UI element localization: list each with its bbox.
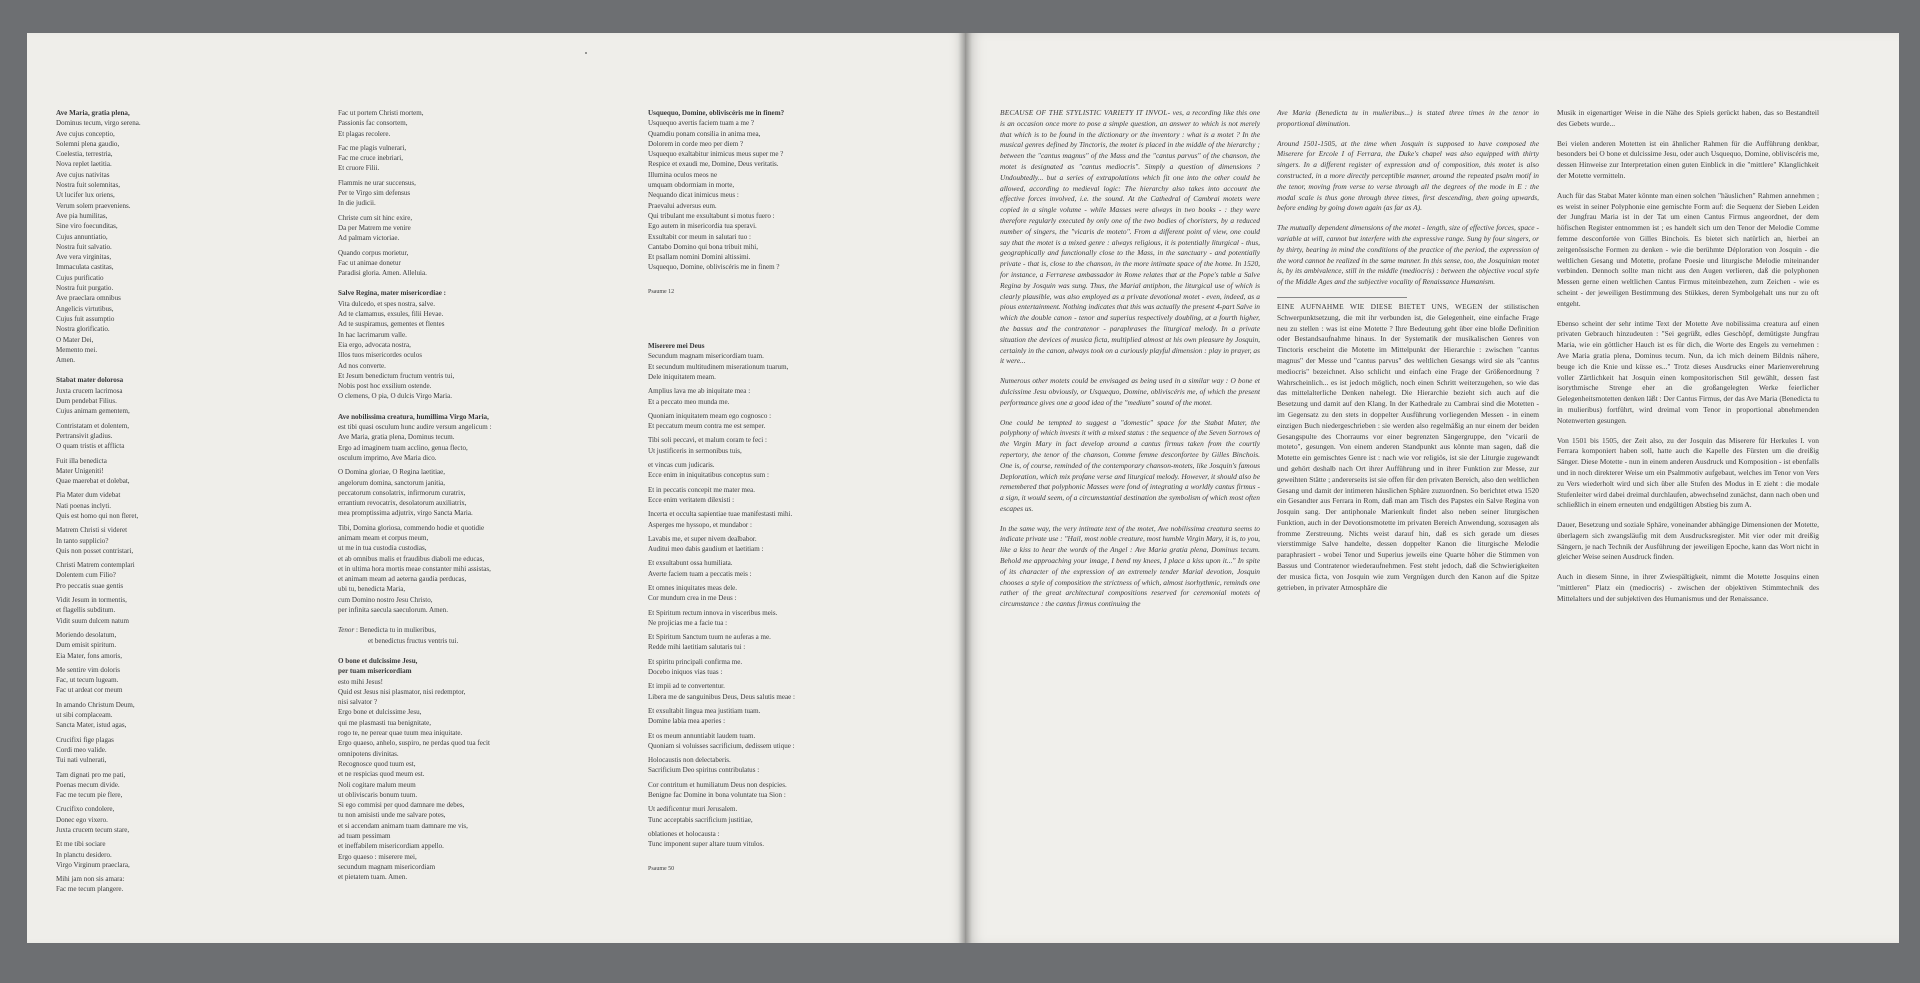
text-heading-miserere: Miserere mei Deus (648, 342, 705, 351)
german-paragraph-3: Bei vielen anderen Motetten ist ein ähnlicher Rahmen für die Aufführung denkbar, besonders bei O bone et dulcissime Jesu, oder auch Usquequo, Domine, obliviscéris me, dessen Hinweise zur Interpretation einen guten Einblick in die "mittlere" Klanglichkeit der Motette vermitteln. (1557, 138, 1819, 180)
tenor-line-2: et benedictus fructus ventris tui. (368, 636, 459, 645)
verse-line: Vita dulcedo, et spes nostra, salve. (338, 299, 436, 308)
psalm-50-reference: Psaume 50 (648, 865, 675, 872)
verse-line: Benigne fac Domine in bona voluntate tua Sion : (648, 791, 786, 800)
verse-line: et ab omnibus malis et fraudibus diaboli me educas, (338, 554, 485, 563)
verse-line: Ave cujus nativitas (56, 170, 110, 179)
text-heading-ave-nobilissima: Ave nobilissima creatura, humillima Virgo Maria, (338, 412, 489, 421)
verse-line: Dominus tecum, virgo serena. (56, 119, 141, 128)
verse-line: Et peccatum meum contra me est semper. (648, 422, 766, 431)
german-paragraph-8: Auch in diesem Sinne, in ihrer Zwiespältigkeit, nimmt die Motette Josquins einen "mittleren" Platz ein (mediocris) - zwischen der objektiven Stimmtechnik des Mittelalters und der subjektiven des Humanismus und der Renaissance. (1557, 572, 1819, 603)
verse-line: Quis non posset contristari, (56, 546, 134, 555)
verse-line: Tibi soli peccavi, et malum coram te feci : (648, 436, 767, 445)
german-paragraph-5: Ebenso scheint der sehr intime Text der Motette Ave nobilissima creatura auf einen privaten Gebrauch hinzudeuten : "Sei gegrüßt, edles Geschöpf, demütigste Jungfrau Maria, wie ein göttlicher Hauch ist es für dich, die Worte des Engels zu vernehmen : Ave Maria gratia plena, Dominus tecum. Nun, da ich mich deinem Bildnis nähere, beuge ich die Knie und küsse es..." Trotz dieses Ausdrucks einer Marienverehrung voller Zärtlichkeit hat Josquin einen kompositorischen Stil gewählt, dessen fast isorythmische Strenge eher an die großangelegten Werke feierlicher Gelegenheitsmotetten denken läßt : Der Cantus Firmus, der das Ave Maria (Benedicta tu in mulieribus) fortführt, wird dreimal vom Tenor in proportional abnehmenden Notenwerten gesungen. (1557, 318, 1819, 425)
verse-line: In tanto supplicio? (56, 536, 109, 545)
verse-line: Coelestia, terrestria, (56, 150, 113, 159)
verse-line: ubi tu, benedicta Maria, (338, 585, 406, 594)
verse-line: Juxta crucem lacrimosa (56, 386, 123, 395)
verse-line: Cujus fuit assumptio (56, 314, 115, 323)
latin-column-1 (56, 108, 231, 928)
verse-line: Cordi meo valide. (56, 745, 107, 754)
verse-line: Usquequo avertis faciem tuam a me ? (648, 119, 755, 128)
verse-line: Lavabis me, et super nivem dealbabor. (648, 534, 757, 543)
verse-line: et si accendam animam tuam damnare me vis, (338, 821, 468, 830)
verse-line: O Domina gloriae, O Regina laetitiae, (338, 468, 446, 477)
verse-line: Contristatam et dolentem, (56, 421, 129, 430)
verse-line: Juxta crucem tecum stare, (56, 826, 130, 834)
verse-line: Exsultabit cor meum in salutari tuo : (648, 232, 751, 241)
english-paragraph-7: The mutually dependent dimensions of the motet - length, size of effective forces, space - variable at will, cannot but interfere with the expressive range. Sung by four singers, or by thirty, bearing in mind the conditions of the practice of the period, the expression of the word cannot be realized in the same manner. In this sense, too, the Josquinian motet is, by its ambivalence, still in the middle (mediocris) : between the objective vocal style of the Middle Ages and the subjective vocality of Renaissance Humanism. (1277, 223, 1539, 287)
verse-line: Ad te clamamus, exsules, filii Hevae. (338, 310, 444, 319)
verse-line: nisi salvator ? (338, 698, 378, 707)
verse-line: rogo te, ne perear quae tuum mea iniquitate. (338, 729, 463, 738)
verse-line: Et a peccato meo munda me. (648, 397, 730, 406)
verse-line: et vincas cum judicaris. (648, 461, 715, 470)
verse-line: Per te Virgo sim defensus (338, 189, 411, 198)
verse-line: Et in peccatis concepit me mater mea. (648, 485, 756, 494)
verse-line: Crucifixi fige plagas (56, 735, 114, 744)
english-paragraph-6: Around 1501-1505, at the time when Josquin is supposed to have composed the Miserere for Ercole I of Ferrara, the Duke's chapel was also equipped with thirty singers. In a different register of expression and of composition, this motet is also constructed, in a more directly perceptible manner, around the repeated psalm motif in the tenor, moving from verse to verse through all the degrees of the mode in E : the modal scale is thus gone through three times, first descending, then going upwards, before ending by going down again (as far as A). (1277, 138, 1539, 213)
verse-line: Moriendo desolatum, (56, 630, 117, 639)
verse-line: Nostra fuit solemnitas, (56, 181, 121, 190)
verse-line: ut sibi complaceam. (56, 711, 113, 720)
verse-line: peccatorum consolatrix, infirmorum curatrix, (338, 488, 466, 497)
verse-line: osculum imprimo, Ave Maria dico. (338, 453, 437, 462)
verse-line: Me sentire vim doloris (56, 665, 121, 674)
verse-line: Fac me tecum pie flere, (56, 791, 123, 800)
salve-regina-lines (338, 299, 568, 402)
verse-line: Praevalui adversus eum. (648, 201, 717, 210)
verse-line: Fuit illa benedicta (56, 456, 107, 465)
german-paragraph-7: Dauer, Besetzung und soziale Sphäre, voneinander abhängige Dimensionen der Motette, überlagern sich zwangsläufig mit dem Ausdrucksregister. Mit vier oder mit dreißig Sängern, je nach Technik der Ausführung der jeweiligen Epoche, kann das Wort nicht in gleicher Weise seinen Ausdruck finden. (1557, 520, 1819, 562)
german-notes-column (1557, 108, 1819, 928)
english-paragraph-2: Numerous other motets could be envisaged as being used in a similar way : O bone et dulcissime Jesu obviously, or Usquequo, Domine, obliviscéris me, of which the present performance gives one a good idea of the "medium" sound of the motet. (1000, 376, 1260, 407)
verse-line: Respice et exaudi me, Domine, Deus veritatis. (648, 160, 779, 169)
verse-line: Tunc imponent super altare tuum vitulos. (648, 840, 765, 849)
verse-line: ad tuam pessimam (338, 832, 391, 840)
verse-line: Amplius lava me ab iniquitate mea : (648, 387, 751, 396)
verse-line: et pietatem tuam. Amen. (338, 873, 408, 882)
verse-line: Nequando dicat inimicus meus : (648, 191, 739, 200)
verse-line: Ave vera virginitas, (56, 253, 112, 262)
verse-line: Tui nati vulnerati, (56, 756, 107, 765)
verse-line: In hac lacrimarum valle. (338, 330, 407, 339)
verse-line: Qui tribulant me exsultabunt si motus fuero : (648, 211, 775, 220)
verse-line: Sancta Mater, istud agas, (56, 721, 127, 730)
verse-line: In planctu desidero. (56, 850, 112, 859)
verse-line: Incerta et occulta sapientiae tuae manifestasti mihi. (648, 510, 793, 519)
verse-line: Et Spiritum rectum innova in visceribus meis. (648, 608, 778, 617)
verse-line: et flagellis subditum. (56, 606, 116, 615)
verse-line: Christe cum sit hinc exire, (338, 213, 413, 222)
verse-line: Poenas mecum divide. (56, 780, 120, 789)
german-paragraph-2: Musik in eigenartiger Weise in die Nähe des Spiels gerückt haben, das so Bestandteil des Gebets wurde... (1557, 108, 1819, 128)
english-german-column (1277, 108, 1539, 928)
verse-line: et ne respicias quod meum est. (338, 770, 425, 779)
verse-line: Et exsultabunt ossa humiliata. (648, 559, 733, 568)
verse-line: Nova replet laetitia. (56, 160, 112, 169)
stabat-mater-continued-lines (338, 108, 568, 278)
verse-line: Quoniam si voluisses sacrificium, dedissem utique : (648, 741, 795, 750)
verse-line: In amando Christum Deum, (56, 700, 135, 709)
verse-line: Si ego commisi per quod damnare me debes, (338, 801, 465, 810)
english-paragraph-3: One could be tempted to suggest a "domestic" space for the Stabat Mater, the polyphony of which invests it with a mixed status : the sequence of the Seven Sorrows of the Virgin Mary in fact develop around a cantus firmus taken from the courtly repertory, the tenor of the chanson, Comme femme desconfortee by Gilles Binchois. One is, of course, reminded of the contemporary chanson-motets, like Josquin's famous Deploration, which mix profane verse and liturgical melody. However, it should also be remembered that polyphonic Masses were fond of integrating a worldly cantus firmus - a sign, it would seem, of a circumstantial destination the symbolism of which most often escapes us. (1000, 417, 1260, 513)
verse-line: Flammis ne urar succensus, (338, 178, 416, 187)
verse-line: Domine labia mea aperies : (648, 717, 726, 726)
verse-line: Et me tibi sociare (56, 840, 106, 849)
verse-line: ut me in tua custodia custodias, (338, 544, 427, 553)
tenor-line-1: : Benedicta tu in mulieribus, (355, 626, 437, 635)
verse-line: Fac me plagis vulnerari, (338, 143, 407, 152)
verse-line: Illumina oculos meos ne (648, 170, 718, 179)
verse-line: Passionis fac consortem, (338, 119, 408, 128)
verse-line: et animam meam ad aeterna gaudia perducas, (338, 575, 467, 584)
verse-line: Ad palmam victoriae. (338, 234, 400, 243)
verse-line: Matrem Christi si videret (56, 526, 128, 535)
verse-line: Ergo ad imaginem tuam acclino, genua flecto, (338, 443, 468, 452)
usquequo-lines (648, 118, 878, 272)
verse-line: animam meam et corpus meum, (338, 533, 429, 542)
verse-line: Tibi, Domina gloriosa, commendo hodie et quotidie (338, 523, 485, 532)
verse-line: Mihi jam non sis amara: (56, 875, 125, 884)
ave-maria-lines (56, 118, 231, 365)
verse-line: Cor mundum crea in me Deus : (648, 594, 737, 603)
verse-line: Ad nos converte. (338, 361, 386, 370)
english-paragraph-5: Ave Maria (Benedicta tu in mulieribus...) is stated three times in the tenor in proportional diminution. (1277, 108, 1539, 128)
verse-line: Paradisi gloria. Amen. Alleluia. (338, 269, 427, 278)
section-rule (1277, 297, 1407, 298)
verse-line: Pertransivit gladius. (56, 431, 113, 440)
verse-line: Dum emisit spiritum. (56, 641, 117, 650)
verse-line: est tibi quasi osculum hunc audire versum angelicum : (338, 423, 492, 432)
verse-line: Et secundum multitudinem miserationum tuarum, (648, 362, 789, 371)
latin-column-3 (648, 108, 878, 928)
verse-line: Fac me tecum plangere. (56, 885, 124, 894)
verse-line: Holocaustis non delectaberis. (648, 756, 731, 765)
verse-line: esto mihi Jesus! (338, 677, 384, 686)
verse-line: Dolorem in corde meo per diem ? (648, 139, 744, 148)
verse-line: Sine viro foecunditas, (56, 222, 118, 231)
verse-line: Asperges me hyssopo, et mundabor : (648, 520, 752, 529)
verse-line: Quamdiu ponam consilia in anima mea, (648, 129, 761, 138)
verse-line: Tunc acceptabis sacrificium justitiae, (648, 815, 753, 824)
verse-line: Ecce enim in iniquitatibus conceptus sum : (648, 471, 769, 480)
verse-line: Illos tuos misericordes oculos (338, 351, 422, 360)
verse-line: Ave pia humilitas, (56, 211, 108, 220)
english-paragraph-4: In the same way, the very intimate text of the motet, Ave nobilissima creatura seems to indicate private use : "Hail, most noble creature, most humble Virgin Mary, it is, to you, like a kiss to hear the words of the Angel : Ave Maria gratia plena, Dominus tecum. Behold me approaching your image, I bend my knees, I place a kiss upon it..." In spite of its character of the expression of an extremely tender Marial devotion, Josquin chooses a style of composition the strictness of which, almost isorhythmic, reminds one rather of the great architectural compositions reserved for ceremonial motets of circumstance : the cantus firmus continuing the (1000, 523, 1260, 609)
verse-line: Fac ut portem Christi mortem, (338, 109, 424, 117)
verse-line: Et exsultabit lingua mea justitiam tuam. (648, 706, 761, 715)
verse-line: Fac me cruce inebriari, (338, 154, 403, 163)
verse-line: O quam tristis et afflicta (56, 442, 125, 451)
verse-line: Ergo quaeso, anhelo, suspiro, ne perdas quod tua fecit (338, 739, 490, 748)
verse-line: Et cruore Filii. (338, 164, 380, 173)
verse-line: angelorum domina, sanctorum janitia, (338, 478, 446, 487)
text-heading-o-bone-1: O bone et dulcissime Jesu, (338, 656, 418, 665)
verse-line: Cujus purificatio (56, 273, 104, 282)
verse-line: Vidit suum dulcem natum (56, 616, 129, 625)
verse-line: O Mater Dei, (56, 335, 94, 344)
verse-line: Eia ergo, advocata nostra, (338, 340, 411, 349)
verse-line: Verum solem praeveniens. (56, 201, 131, 210)
german-lead-in: EINE AUFNAHME WIE DIESE BIETET UNS, WEGEN (1277, 301, 1483, 311)
verse-line: Da per Matrem me venire (338, 223, 411, 232)
verse-line: Nostra glorificatio. (56, 325, 110, 334)
verse-line: oblationes et holocausta : (648, 829, 720, 838)
verse-line: Donec ego vixero. (56, 815, 108, 824)
verse-line: O clemens, O pia, O dulcis Virgo Maria. (338, 392, 453, 401)
verse-line: Ecce enim veritatem dilexisti : (648, 495, 735, 504)
verse-line: Nostra fuit purgatio. (56, 284, 114, 293)
german-paragraph-1: der stilistischen Schwerpunktsetzung, die mit ihr verbunden ist, die Gelegenheit, eine einfache Frage neu zu stellen : was ist eine Motette ? Ihre Bedeutung geht über eine bloße Definition oder Bestandsaufnahme hinaus. In der Systematik der musikalischen Genres von Tinctoris erscheint die Motette im Mittelpunkt der Hierarchie : zwischen "cantus magnus" der Messe und "cantus parvus" des weltlichen Gesangs wird sie als "cantus mediocris" bezeichnet. Also schlicht und einfach eine Frage der Größenordnung ? Wahrscheinlich... es ist jedoch möglich, noch einen Schritt weiterzugehen, so wie das das mittelalterliche Denken nahelegt. Die Hierarchie bezieht sich auch auf die Besetzung und damit auf den Klang. In der Kathedrale zu Cambrai sind die Motetten - im Gegensatz zu den stets in doppelter Ausführung vorliegenden Messen - in einem einzigen Buch niedergeschrieben : sie werden also regelmäßig an nur einem der beiden Gesangspulte des Chorraums vor einer begrenzten Sängergruppe, den "vicarii de moteto", gesungen. Von einem anderen Standpunkt aus könnte man sagen, daß die Motette ein gemischtes Genre ist : nach wie vor religiös, ist sie der Liturgie zugewandt und gehört deshalb nach Ort ihrer Aufführung und in ihrer Funktion zur Messe, zur geweihten Stätte ; andererseits ist sie offen für den privaten Bereich, also den weltlichen Gesang und damit der intimeren häuslichen Sphäre zuzuordnen. So berichtet etwa 1520 ein Gesandter aus Ferrara in Rom, daß man am Tisch des Papstes ein Salve Regina von Josquin sang. Der antiphonale Marienkult findet also neben seiner liturgischen Funktion, auch in der Devotionsmotette im privaten Bereich Anwendung, sozusagen als fromme Zerstreuung. Nichts weist darauf hin, daß es sich gerade um dieses vierstimmige Salve handelte, dessen doppelter Kanon die liturgische Melodie paraphrasiert - wobei Tenor und Superius jeweils eine Quarte höher die Stimmen von Bassus und Contratenor wiederaufnehmen. Fest steht jedoch, daß die Schwierigkeiten der musica ficta, von Josquin wie zum Vergnügen durch den Kanon auf die Spitze getrieben, in privater Atmosphäre die (1277, 301, 1539, 592)
tenor-label: Tenor (338, 626, 355, 635)
verse-line: Dum pendebat Filius. (56, 397, 117, 406)
verse-line: Et spiritu principali confirma me. (648, 657, 743, 666)
verse-line: Et os meum annuntiabit laudem tuam. (648, 731, 756, 740)
text-heading-stabat-mater: Stabat mater dolorosa (56, 376, 124, 385)
gatefold-crease (958, 33, 972, 943)
ave-nobilissima-lines (338, 422, 568, 615)
verse-line: Cor contritum et humiliatum Deus non despicies. (648, 780, 787, 789)
english-notes-column (1000, 108, 1260, 928)
verse-line: et ineffabilem misericordiam appello. (338, 842, 444, 851)
verse-line: cum Domino nostro Jesu Christo, (338, 595, 433, 604)
verse-line: In die judicii. (338, 199, 376, 208)
verse-line: Solemni plena gaudio, (56, 139, 120, 148)
verse-line: Virgo Virginum praeclara, (56, 860, 130, 869)
verse-line: Quae maerebat et dolebat, (56, 477, 130, 486)
verse-line: Pro peccatis suae gentis (56, 581, 124, 590)
verse-line: umquam obdormiam in morte, (648, 181, 735, 190)
verse-line: Memento mei. (56, 345, 98, 354)
german-paragraph-4: Auch für das Stabat Mater könnte man einen solchen "häuslichen" Rahmen annehmen ; es weist in seiner Polyphonie eine gemischte Form auf: die Sequenz der Sieben Leiden der Jungfrau Maria ist in der Tat um einen Cantus Firmus angeordnet, der dem höfischen Register entnommen ist ; es handelt sich um den Tenor der Melodie Comme femme desconfortée von Gilles Binchois. Es bietet sich natürlich an, hierbei an zeitgenössische Formen zu denken - wie die berühmte Déploration von Josquin - die weltlichen Gesang und Motette, profane Poesie und liturgische Melodie miteinander verbinden. Dennoch sollte man nicht aus den Augen verlieren, daß die polyphonen Messen gerne einen weltlichen Cantus Firmus miteinbezehen, zum Zeichen - wie es scheint - der jeweiligen Bestimmung des Stükkes, deren Symbolgehalt uns nur zu oft entgeht. (1557, 190, 1819, 308)
verse-line: Tam dignati pro me pati, (56, 770, 126, 779)
verse-line: Noli cogitare malum meum (338, 780, 416, 789)
verse-line: Vidit Jesum in tormentis, (56, 596, 127, 605)
verse-line: Et psallam nomini Domini altissimi. (648, 253, 751, 262)
verse-line: Ave praeclara omnibus (56, 294, 121, 303)
verse-line: Recognosce quod tuum est, (338, 759, 416, 768)
verse-line: Averte faciem tuam a peccatis meis : (648, 569, 752, 578)
verse-line: mea promptissima adjutrix, virgo Sancta Maria. (338, 509, 473, 518)
verse-line: Et impii ad te convertentur. (648, 682, 725, 691)
verse-line: tu non amisisti unde me salvare potes, (338, 811, 446, 820)
verse-line: qui me plasmasti tua benignitate, (338, 718, 431, 727)
verse-line: Nati poenas inclyti. (56, 501, 111, 510)
verse-line: Cujus annuntiatio, (56, 232, 108, 241)
verse-line: Ave Maria, gratia plena, Dominus tecum. (338, 433, 455, 442)
verse-line: Pia Mater dum videbat (56, 491, 121, 500)
speck (585, 52, 587, 54)
verse-line: ut obliviscaris bonum tuum. (338, 790, 418, 799)
verse-line: Fac ut animae donetur (338, 258, 401, 267)
verse-line: Ut justificeris in sermonibus tuis, (648, 446, 742, 455)
verse-line: Secundum magnam misericordiam tuam. (648, 352, 764, 361)
verse-line: Quid est Jesus nisi plasmator, nisi redemptor, (338, 687, 466, 696)
verse-line: Cujus animam gementem, (56, 407, 130, 416)
verse-line: errantium revocatrix, desolatorum auxiliatrix, (338, 499, 467, 508)
text-heading-o-bone-2: per tuam misericordiam (338, 667, 412, 676)
verse-line: Et omnes iniquitates meas dele. (648, 583, 738, 592)
verse-line: Ego autem in misericordia tua speravi. (648, 222, 757, 231)
verse-line: Ave cujus conceptio, (56, 129, 115, 138)
o-bone-lines (338, 677, 568, 883)
verse-line: Immaculata castitas, (56, 263, 114, 272)
verse-line: Libera me de sanguinibus Deus, Deus salutis meae : (648, 692, 795, 701)
verse-line: Fac, ut tecum lugeam. (56, 676, 119, 685)
verse-line: Crucifixo condolere, (56, 805, 115, 814)
verse-line: Mater Unigeniti! (56, 466, 104, 475)
verse-line: Angelicis virtutibus, (56, 304, 114, 313)
verse-line: Sacrificium Deo spiritus contribulatus : (648, 766, 760, 775)
verse-line: Ne projicias me a facie tua : (648, 618, 728, 627)
verse-line: Amen. (56, 356, 75, 365)
verse-line: Nostra fuit salvatio. (56, 242, 112, 251)
latin-column-2 (338, 108, 568, 928)
verse-line: omnipotens divinitas. (338, 749, 399, 758)
verse-line: Ut lucifer lux oriens, (56, 191, 115, 200)
verse-line: Docebo iniquos vias tuas : (648, 668, 723, 677)
verse-line: Et Jesum benedictum fructum ventris tui, (338, 371, 455, 380)
verse-line: Dele iniquitatem meam. (648, 372, 716, 381)
verse-line: Ergo bone et dulcissime Jesu, (338, 708, 422, 717)
verse-line: Ergo quaeso : miserere mei, (338, 852, 417, 861)
english-lead-in: BECAUSE OF THE STYLISTIC VARIETY IT INVOL- (1000, 108, 1171, 117)
verse-line: Cantabo Domino qui bona tribuit mihi, (648, 242, 759, 251)
stabat-mater-lines (56, 386, 231, 895)
verse-line: Fac ut ardeat cor meum (56, 686, 123, 695)
english-paragraph-1: ves, a recording like this one is an occasion once more to pose a simple question, an answer to which is not merely that which is to be found in the dictionary or the inventory : what is a motet ? In the musical genres defined by Tinctoris, the motet is placed in the middle of the hierarchy ; between the "cantus magnus" of the Mass and the "cantus parvus" of the chanson, the motet is designated as "cantus mediocris". Simply a question of dimensions ? Undoubtedly... but a series of extrapolations which fit one into the other could be allowed, according to medieval logic: The hierarchy also takes into account the effective forces involved, i.e. the sound. At the Cathedral of Cambrai motets were copied in a single volume - while Masses were always in two books - : they were therefore regularly executed by only one of the two bodies of choristers, by a reduced number of singers, the "vicaris de moteto". From a different point of view, one could say that the motet is a mixed genre : always religious, it is potentially liturgical - thus, geographically and functionally close to the Mass, in the sanctuary - and potentially private - that is, close to the chanson, in the more intimate space of the home. In 1520, for instance, a Ferrarese ambassador in Rome relates that at the Pope's table a Salve Regina by Josquin was sung. Thus, the Marial antiphon, the liturgical use of which is clearly plausible, was also employed as a private devotional motet - even, indeed, as a pious entertainment. Nothing indicates that this was actually the present 4-part Salve in which the double canon - tenor and superius respectively doubling, at a fourth higher, the bassus and the contratenor - paraphrases the liturgical melody. In a private situation the devices of musica ficta, multiplied almost at his own pleasure by Josquin, certainly in the canon, always took on a curiously playful dimension : play in prayer, as it were... (1000, 108, 1260, 366)
verse-line: Eia Mater, fons amoris, (56, 651, 123, 660)
verse-line: Ad te suspiramus, gementes et flentes (338, 320, 445, 329)
verse-line: Quoniam iniquitatem meam ego cognosco : (648, 411, 772, 420)
verse-line: Usquequo exaltabitur inimicus meus super me ? (648, 150, 784, 159)
verse-line: Et Spiritum Sanctum tuum ne auferas a me. (648, 633, 771, 642)
psalm-12-reference: Psaume 12 (648, 288, 675, 295)
verse-line: Christi Matrem contemplari (56, 561, 135, 570)
verse-line: Quando corpus morietur, (338, 248, 409, 257)
verse-line: Usquequo, Domine, obliviscéris me in finem ? (648, 263, 780, 272)
text-heading-usquequo: Usquequo, Domine, obliviscéris me in finem? (648, 109, 785, 117)
german-paragraph-6: Von 1501 bis 1505, der Zeit also, zu der Josquin das Miserere für Herkules I. von Ferrara komponiert haben soll, hatte auch die Kapelle des Fürsten um die dreißig Sänger. Diese Motette - nun in einem anderen Ausdruck und Komposition - ist ebenfalls und in noch direkterer Weise um ein Psalmmotiv aufgebaut, welches im Tenor von Vers zu Vers wiederholt wird und sich über alle Stufen des Modus in E zieht : die modale Stufenleiter wird dabei dreimal durchlaufen, abwechselnd zunächst, dann nach oben und schließlich in einem erneuten und endgültigen Abstieg bis zum A. (1557, 435, 1819, 510)
verse-line: et in ultima hora mortis meae constanter mihi assistas, (338, 564, 491, 573)
verse-line: Auditui meo dabis gaudium et laetitiam : (648, 545, 764, 554)
verse-line: per infinita saecula saeculorum. Amen. (338, 606, 448, 615)
verse-line: secundum magnam misericordiam (338, 862, 436, 871)
verse-line: Quis est homo qui non fleret, (56, 511, 139, 520)
miserere-lines (648, 351, 878, 849)
verse-line: Dolentem cum Filio? (56, 571, 116, 580)
text-heading-salve-regina: Salve Regina, mater misericordiae : (338, 289, 447, 298)
verse-line: Et plagas recolere. (338, 129, 391, 138)
text-heading-ave-maria: Ave Maria, gratia plena, (56, 109, 130, 117)
verse-line: Redde mihi laetitiam salutaris tui : (648, 643, 746, 652)
verse-line: Nobis post hoc exsilium ostende. (338, 382, 432, 391)
verse-line: Ut aedificentur muri Jerusalem. (648, 805, 738, 814)
